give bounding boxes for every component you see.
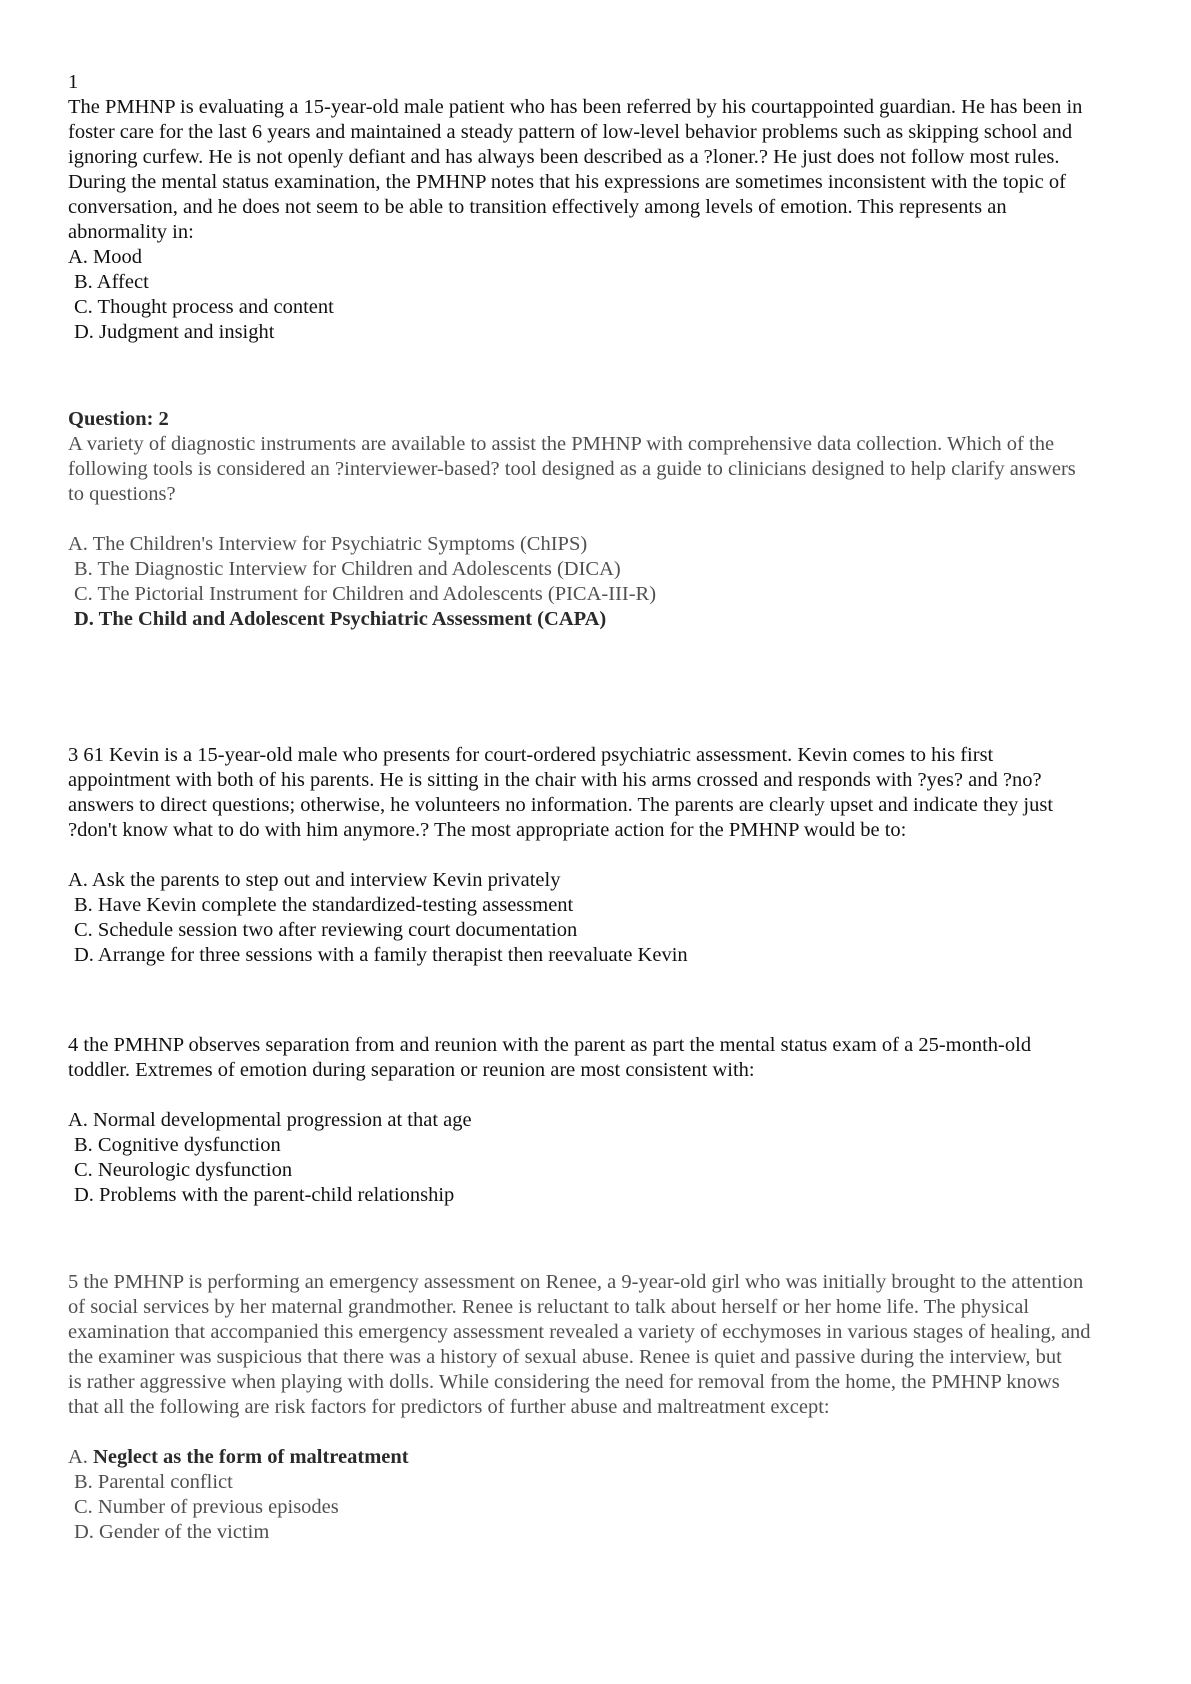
answer-option: C. Thought process and content xyxy=(74,296,334,318)
spacer xyxy=(68,843,1138,868)
question-stem-line: abnormality in: xyxy=(68,221,194,243)
answer-option: A. Mood xyxy=(68,246,143,268)
question-4 xyxy=(68,1033,1138,1208)
question-5 xyxy=(68,1270,1138,1545)
question-stem-line: A variety of diagnostic instruments are available to assist the PMHNP with comprehensive data collection. Which of the xyxy=(68,433,1055,455)
question-stem-line: the examiner was suspicious that there was a history of sexual abuse. Renee is quiet and passive during the interview, but xyxy=(68,1346,1062,1368)
question-stem-line: is rather aggressive when playing with dolls. While considering the need for removal from the home, the PMHNP knows xyxy=(68,1371,1060,1393)
question-stem-line: 4 the PMHNP observes separation from and reunion with the parent as part the mental status exam of a 25-month-old xyxy=(68,1034,1032,1056)
question-stem-line: During the mental status examination, the PMHNP notes that his expressions are sometimes inconsistent with the topic of xyxy=(68,171,1066,193)
question-3 xyxy=(68,743,1138,968)
correct-answer-option xyxy=(68,1445,1138,1470)
question-stem-line: ?don't know what to do with him anymore.? The most appropriate action for the PMHNP would be to: xyxy=(68,819,907,841)
option-text: Neglect as the form of maltreatment xyxy=(93,1446,409,1468)
answer-option: A. Normal developmental progression at that age xyxy=(68,1109,472,1131)
spacer xyxy=(68,1420,1138,1445)
question-stem-line: 5 the PMHNP is performing an emergency assessment on Renee, a 9-year-old girl who was initially brought to the attention xyxy=(68,1271,1084,1293)
question-stem-line: ignoring curfew. He is not openly defiant and has always been described as a ?loner.? He just does not follow most rules. xyxy=(68,146,1060,168)
spacer xyxy=(68,1083,1138,1108)
answer-option: C. Schedule session two after reviewing court documentation xyxy=(74,919,578,941)
answer-option: B. Have Kevin complete the standardized-testing assessment xyxy=(74,894,574,916)
correct-answer-option: D. The Child and Adolescent Psychiatric Assessment (CAPA) xyxy=(74,608,607,630)
answer-option: B. Affect xyxy=(74,271,149,293)
option-letter: A. xyxy=(68,1446,94,1468)
question-stem-line: foster care for the last 6 years and maintained a steady pattern of low-level behavior problems such as skipping school and xyxy=(68,121,1073,143)
question-stem-line: conversation, and he does not seem to be able to transition effectively among levels of emotion. This represents an xyxy=(68,196,1007,218)
question-stem-line: following tools is considered an ?interviewer-based? tool designed as a guide to clinicians designed to help clarify answers xyxy=(68,458,1076,480)
question-2 xyxy=(68,407,1138,632)
spacer xyxy=(68,507,1138,532)
answer-option: B. The Diagnostic Interview for Children and Adolescents (DICA) xyxy=(74,558,621,580)
question-stem-line: that all the following are risk factors for predictors of further abuse and maltreatment except: xyxy=(68,1396,830,1418)
question-stem-line: toddler. Extremes of emotion during separation or reunion are most consistent with: xyxy=(68,1059,755,1081)
answer-option: B. Cognitive dysfunction xyxy=(74,1134,281,1156)
question-heading: Question: 2 xyxy=(68,408,169,430)
answer-option: A. Ask the parents to step out and interview Kevin privately xyxy=(68,869,561,891)
answer-option: C. Neurologic dysfunction xyxy=(74,1159,293,1181)
question-stem-line: 3 61 Kevin is a 15-year-old male who presents for court-ordered psychiatric assessment. Kevin comes to his first xyxy=(68,744,994,766)
answer-option: B. Parental conflict xyxy=(74,1471,233,1493)
answer-option: C. The Pictorial Instrument for Children and Adolescents (PICA-III-R) xyxy=(74,583,657,605)
answer-option: A. The Children's Interview for Psychiatric Symptoms (ChIPS) xyxy=(68,533,588,555)
question-stem-line: The PMHNP is evaluating a 15-year-old male patient who has been referred by his courtappointed guardian. He has been in xyxy=(68,96,1083,118)
question-stem-line: of social services by her maternal grandmother. Renee is reluctant to talk about herself or her home life. The physical xyxy=(68,1296,1030,1318)
answer-option: D. Problems with the parent-child relationship xyxy=(74,1184,455,1206)
answer-option: D. Gender of the victim xyxy=(74,1521,270,1543)
answer-option: C. Number of previous episodes xyxy=(74,1496,339,1518)
answer-option: D. Judgment and insight xyxy=(74,321,275,343)
question-stem-line: examination that accompanied this emergency assessment revealed a variety of ecchymoses in various stages of healing, and xyxy=(68,1321,1091,1343)
question-1 xyxy=(68,70,1138,345)
question-number: 1 xyxy=(68,71,79,93)
question-stem-line: to questions? xyxy=(68,483,176,505)
question-stem-line: appointment with both of his parents. He is sitting in the chair with his arms crossed and responds with ?yes? and ?no? xyxy=(68,769,1042,791)
question-stem-line: answers to direct questions; otherwise, he volunteers no information. The parents are clearly upset and indicate they just xyxy=(68,794,1054,816)
answer-option: D. Arrange for three sessions with a family therapist then reevaluate Kevin xyxy=(74,944,688,966)
